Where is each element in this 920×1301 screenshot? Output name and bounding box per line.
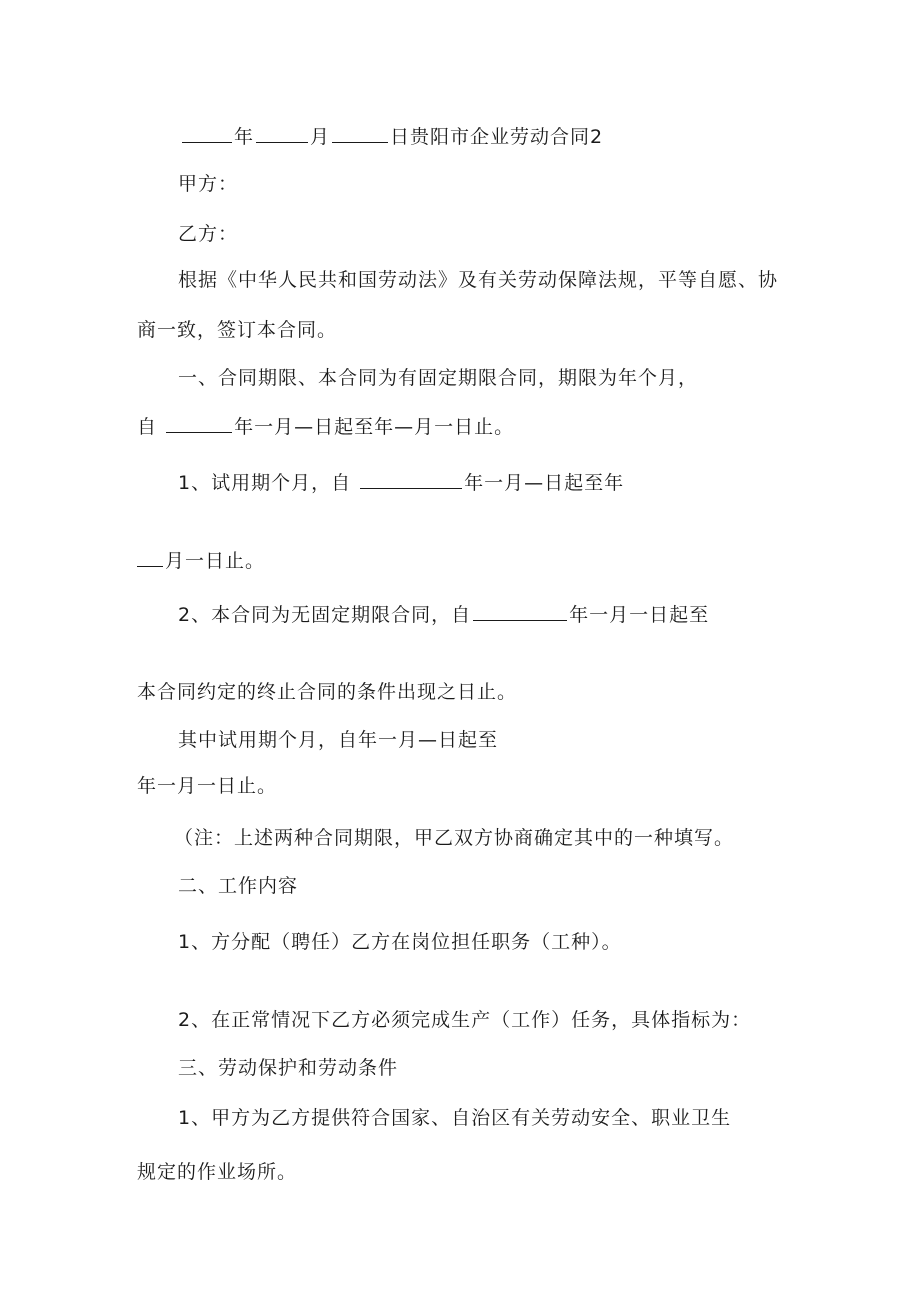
term-start-blank: [166, 414, 232, 433]
document-title: 年 月 日贵阳市企业劳动合同2: [180, 124, 603, 149]
section-1-item-1: 1、试用期个月，自 年一月—日起至年: [178, 472, 625, 494]
section-1-term-line: 自 年一月—日起至年—月一日止。: [137, 416, 515, 438]
section-3-heading: 三、劳动保护和劳动条件: [178, 1057, 399, 1079]
party-b-line: 乙方：: [178, 223, 239, 245]
section-2-item-2: 2、在正常情况下乙方必须完成生产（工作）任务，具体指标为：: [178, 1009, 752, 1031]
party-a-line: 甲方：: [178, 173, 239, 195]
probation-end-blank: [137, 548, 163, 567]
indefinite-start-blank: [473, 602, 567, 621]
section-1-probation-cont: 年一月一日止。: [137, 775, 278, 797]
probation-start-blank: [360, 470, 462, 489]
year-blank: [182, 124, 232, 143]
section-2-item-1: 1、方分配（聘任）乙方在岗位担任职务（工种）。: [178, 931, 622, 953]
section-1-heading: 一、合同期限、本合同为有固定期限合同，期限为年个月，: [178, 367, 699, 389]
day-blank: [332, 124, 388, 143]
month-blank: [256, 124, 308, 143]
preamble-line-2: 商一致，签订本合同。: [137, 319, 338, 341]
section-1-item-2: 2、本合同为无固定期限合同，自 年一月一日起至: [178, 604, 710, 626]
section-2-heading: 二、工作内容: [178, 875, 299, 897]
section-3-item-1: 1、甲方为乙方提供符合国家、自治区有关劳动安全、职业卫生: [178, 1107, 732, 1129]
section-1-probation: 其中试用期个月，自年一月—日起至: [178, 729, 499, 751]
preamble-line-1: 根据《中华人民共和国劳动法》及有关劳动保障法规，平等自愿、协: [178, 269, 779, 291]
section-1-note: （注：上述两种合同期限，甲乙双方协商确定其中的一种填写。: [174, 827, 735, 849]
section-1-item-2-cont: 本合同约定的终止合同的条件出现之日止。: [137, 681, 518, 703]
section-3-item-1-cont: 规定的作业场所。: [137, 1161, 298, 1183]
section-1-item-1-cont: 月一日止。: [137, 548, 265, 573]
